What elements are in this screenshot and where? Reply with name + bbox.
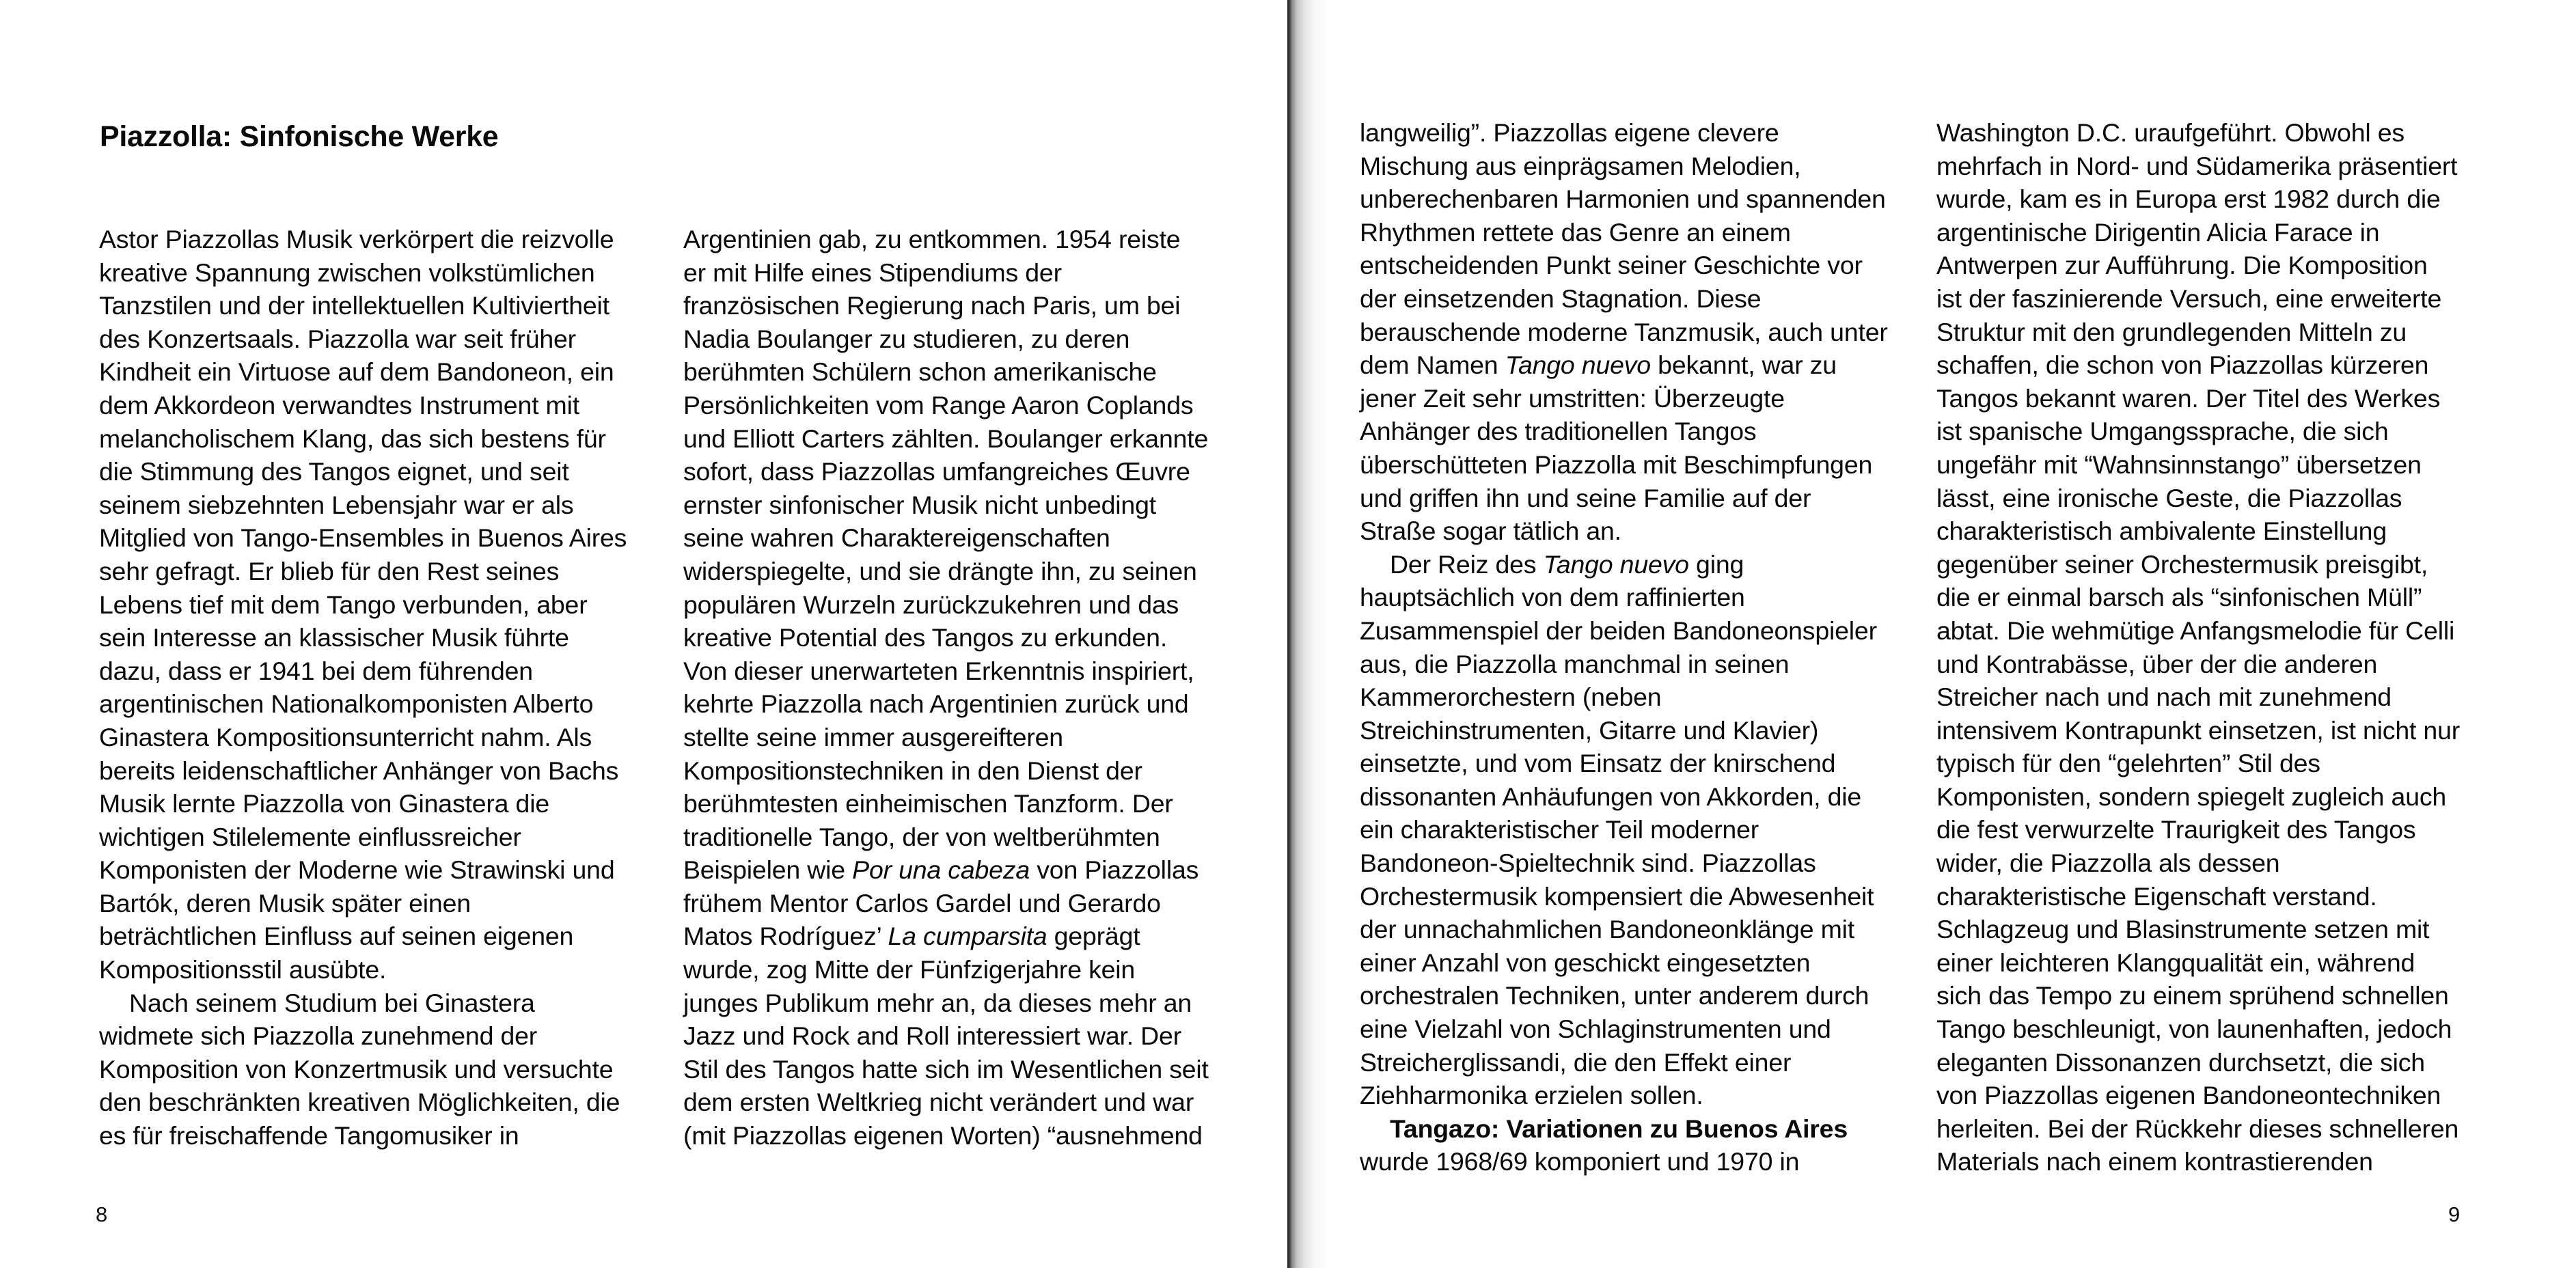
text-line bbox=[1360, 648, 1900, 681]
text-line bbox=[1360, 1012, 1900, 1046]
text-segment: unberechenbaren Harmonien und spannenden bbox=[1360, 184, 1886, 214]
text-line bbox=[683, 1119, 1244, 1153]
text-segment: dazu, dass er 1941 bei dem führenden bbox=[99, 656, 533, 685]
text-line bbox=[1360, 614, 1900, 648]
text-segment: aus, die Piazzolla manchmal in seinen bbox=[1360, 649, 1790, 678]
text-segment: Straße sogar tätlich an. bbox=[1360, 516, 1621, 546]
text-line bbox=[1936, 382, 2483, 415]
text-segment: wurde, zog Mitte der Fünfzigerjahre kein bbox=[683, 955, 1136, 984]
text-segment: berauschende moderne Tanzmusik, auch unter bbox=[1360, 317, 1888, 346]
text-segment: intensivem Kontrapunkt einsetzen, ist nicht nur bbox=[1936, 715, 2461, 745]
text-line bbox=[99, 555, 646, 588]
text-line bbox=[1360, 680, 1900, 714]
text-line bbox=[1936, 747, 2483, 780]
text-segment: einsetzte, und vom Einsatz der knirschend bbox=[1360, 749, 1836, 778]
text-line bbox=[99, 1053, 646, 1086]
text-line bbox=[1936, 182, 2483, 216]
text-segment: der unnachahmlichen Bandoneonklänge mit bbox=[1360, 915, 1854, 944]
text-segment: Der Reiz des bbox=[1390, 549, 1544, 579]
text-segment: Jazz und Rock and Roll interessiert war. Der bbox=[683, 1021, 1182, 1051]
italic-title-text: Tango nuevo bbox=[1543, 549, 1689, 579]
text-line bbox=[683, 853, 1244, 887]
text-line bbox=[1360, 946, 1900, 980]
text-line bbox=[99, 687, 646, 721]
text-line bbox=[1936, 216, 2483, 249]
text-segment: herleiten. Bei der Rückkehr dieses schnelleren bbox=[1936, 1114, 2459, 1143]
text-segment: Streicher nach und nach mit zunehmend bbox=[1936, 683, 2392, 712]
text-segment: geprägt bbox=[1047, 922, 1140, 951]
text-line bbox=[99, 721, 646, 754]
text-segment: Komponisten der Moderne wie Strawinski und bbox=[99, 855, 615, 885]
page-number-left: 8 bbox=[96, 1202, 108, 1226]
text-segment: traditionelle Tango, der von weltberühmten bbox=[683, 822, 1160, 851]
text-segment: argentinischen Nationalkomponisten Alberto bbox=[99, 689, 594, 719]
text-segment: Struktur mit den grundlegenden Mitteln zu bbox=[1936, 317, 2407, 346]
text-segment: Tangos bekannt waren. Der Titel des Werkes bbox=[1936, 383, 2441, 413]
text-line bbox=[99, 953, 646, 987]
text-line bbox=[1936, 979, 2483, 1012]
text-line bbox=[99, 920, 646, 953]
text-line bbox=[1936, 913, 2483, 946]
section-heading-text: Tangazo: Variationen zu Buenos Aires bbox=[1390, 1114, 1848, 1143]
text-segment: Beispielen wie bbox=[683, 855, 853, 885]
text-segment: jener Zeit sehr umstritten: Überzeugte bbox=[1360, 383, 1785, 413]
text-line bbox=[99, 455, 646, 488]
text-segment: wichtigen Stilelemente einflussreicher bbox=[99, 822, 521, 851]
text-segment: Schlagzeug und Blasinstrumente setzen mit bbox=[1936, 915, 2430, 944]
text-segment: widmete sich Piazzolla zunehmend der bbox=[99, 1021, 538, 1051]
text-line bbox=[1360, 382, 1900, 415]
italic-title-text: Tango nuevo bbox=[1505, 350, 1651, 380]
right-page-column-2 bbox=[1936, 116, 2483, 1179]
text-segment: stellte seine immer ausgereifteren bbox=[683, 722, 1063, 752]
text-segment: Nach seinem Studium bei Ginastera bbox=[129, 988, 535, 1017]
text-line bbox=[1936, 614, 2483, 648]
text-line bbox=[99, 621, 646, 654]
right-page bbox=[1290, 0, 2576, 1268]
text-line bbox=[1936, 415, 2483, 448]
text-segment: bekannt, war zu bbox=[1650, 350, 1837, 380]
text-segment: Materials nach einem kontrastierenden bbox=[1936, 1147, 2373, 1176]
text-line bbox=[683, 787, 1244, 821]
text-segment: Ginastera Kompositionsunterricht nahm. Als bbox=[99, 722, 592, 752]
text-segment: Kompositionsstil ausübte. bbox=[99, 955, 387, 984]
text-line bbox=[683, 887, 1244, 920]
text-segment: und Elliott Carters zählten. Boulanger erkannte bbox=[683, 424, 1209, 453]
text-line bbox=[683, 289, 1244, 322]
text-line bbox=[1936, 316, 2483, 349]
text-line bbox=[1936, 482, 2483, 515]
text-line bbox=[99, 289, 646, 322]
text-line bbox=[1360, 216, 1900, 249]
text-segment: ist der faszinierende Versuch, eine erweiterte bbox=[1936, 284, 2442, 313]
text-line bbox=[683, 256, 1244, 290]
text-line bbox=[1936, 946, 2483, 980]
text-segment: von Piazzollas bbox=[1030, 855, 1199, 885]
text-line bbox=[99, 355, 646, 389]
text-segment: junges Publikum mehr an, da dieses mehr an bbox=[683, 988, 1192, 1017]
text-segment: von Piazzollas eigenen Bandoneontechniken bbox=[1936, 1081, 2441, 1110]
text-line bbox=[1936, 548, 2483, 581]
text-segment: Bandoneon-Spieltechnik sind. Piazzollas bbox=[1360, 849, 1816, 878]
text-segment: charakteristische Eigenschaft verstand. bbox=[1936, 881, 2377, 911]
text-segment: französischen Regierung nach Paris, um bei bbox=[683, 291, 1181, 320]
text-segment: dem Namen bbox=[1360, 350, 1505, 380]
text-segment: Von dieser unerwarteten Erkenntnis inspiriert, bbox=[683, 656, 1194, 685]
text-segment: berühmten Schülern schon amerikanische bbox=[683, 357, 1157, 387]
text-segment: den beschränkten kreativen Möglichkeiten, die bbox=[99, 1088, 620, 1117]
text-segment: (mit Piazzollas eigenen Worten) “ausnehmend bbox=[683, 1121, 1203, 1150]
text-segment: seine wahren Charaktereigenschaften bbox=[683, 523, 1110, 553]
text-line bbox=[1360, 714, 1900, 747]
text-segment: sehr gefragt. Er blieb für den Rest seines bbox=[99, 556, 560, 585]
text-line bbox=[683, 223, 1244, 256]
page-title: Piazzolla: Sinfonische Werke bbox=[100, 120, 499, 153]
text-segment: berühmtesten einheimischen Tanzform. Der bbox=[683, 789, 1173, 818]
text-segment: Tanzstilen und der intellektuellen Kultiviertheit bbox=[99, 291, 609, 320]
text-segment: Tango beschleunigt, von launenhaften, jedoch bbox=[1936, 1015, 2452, 1044]
text-segment: ein charakteristischer Teil moderner bbox=[1360, 815, 1759, 844]
text-line bbox=[99, 654, 646, 688]
text-segment: dem ersten Weltkrieg nicht verändert und war bbox=[683, 1088, 1194, 1117]
text-segment: schaffen, die schon von Piazzollas kürzeren bbox=[1936, 350, 2429, 380]
text-segment: Nadia Boulanger zu studieren, zu deren bbox=[683, 324, 1130, 353]
text-line bbox=[1360, 846, 1900, 880]
text-segment: Kompositionstechniken in den Dienst der bbox=[683, 756, 1142, 785]
text-segment: gegenüber seiner Orchestermusik preisgibt, bbox=[1936, 549, 2428, 579]
text-line bbox=[99, 853, 646, 887]
text-segment: typisch für den “gelehrten” Stil des bbox=[1936, 749, 2320, 778]
text-line bbox=[683, 821, 1244, 854]
text-line bbox=[1936, 1012, 2483, 1046]
text-line bbox=[99, 1086, 646, 1119]
text-line bbox=[99, 223, 646, 256]
text-line bbox=[683, 1053, 1244, 1086]
text-segment: Mischung aus einprägsamen Melodien, bbox=[1360, 151, 1801, 180]
page-number-right: 9 bbox=[2448, 1202, 2461, 1226]
text-segment: die er einmal barsch als “sinfonischen Müll” bbox=[1936, 583, 2422, 612]
text-line bbox=[99, 787, 646, 821]
text-line bbox=[683, 422, 1244, 456]
text-segment: Lebens tief mit dem Tango verbunden, aber bbox=[99, 590, 588, 619]
text-segment: seinem siebzehnten Lebensjahr war er als bbox=[99, 490, 574, 519]
text-line bbox=[1360, 813, 1900, 846]
text-segment: bereits leidenschaftlicher Anhänger von Bachs bbox=[99, 756, 619, 785]
text-segment: lässt, eine ironische Geste, die Piazzollas bbox=[1936, 483, 2402, 512]
text-line bbox=[1936, 116, 2483, 150]
text-line bbox=[1936, 514, 2483, 548]
text-line bbox=[1936, 1046, 2483, 1079]
text-segment: Antwerpen zur Aufführung. Die Komposition bbox=[1936, 251, 2428, 280]
text-segment: wurde, kam es in Europa erst 1982 durch die bbox=[1936, 184, 2441, 214]
text-segment: melancholischem Klang, das sich bestens für bbox=[99, 424, 606, 453]
text-segment: eleganten Dissonanzen durchsetzt, die sich bbox=[1936, 1047, 2425, 1077]
text-line bbox=[1360, 1112, 1900, 1146]
text-segment: sofort, dass Piazzollas umfangreiches Œuvre bbox=[683, 457, 1190, 486]
right-page-column-1 bbox=[1360, 116, 1900, 1179]
text-line bbox=[1936, 1079, 2483, 1112]
text-segment: mehrfach in Nord- und Südamerika präsentiert bbox=[1936, 151, 2458, 180]
text-line bbox=[99, 887, 646, 920]
text-segment: Matos Rodríguez’ bbox=[683, 922, 888, 951]
text-segment: Rhythmen rettete das Genre an einem bbox=[1360, 217, 1791, 247]
text-segment: ging bbox=[1688, 549, 1744, 579]
text-segment: argentinische Dirigentin Alicia Farace in bbox=[1936, 217, 2380, 247]
text-line bbox=[683, 1086, 1244, 1119]
text-segment: dissonanten Anhäufungen von Akkorden, die bbox=[1360, 782, 1862, 811]
text-line bbox=[1360, 913, 1900, 946]
text-line bbox=[683, 754, 1244, 788]
text-line bbox=[1360, 1145, 1900, 1179]
text-line bbox=[683, 621, 1244, 654]
text-segment: Persönlichkeiten vom Range Aaron Coplands bbox=[683, 390, 1194, 419]
text-line bbox=[1936, 150, 2483, 183]
text-line bbox=[1936, 282, 2483, 316]
text-segment: Musik lernte Piazzolla von Ginastera die bbox=[99, 789, 549, 818]
text-segment: Mitglied von Tango-Ensembles in Buenos Aires bbox=[99, 523, 627, 553]
text-line bbox=[683, 355, 1244, 389]
text-line bbox=[1360, 448, 1900, 482]
text-line bbox=[1936, 1145, 2483, 1179]
text-segment: Kindheit ein Virtuose auf dem Bandoneon, ein bbox=[99, 357, 614, 387]
text-line bbox=[1360, 150, 1900, 183]
text-line bbox=[99, 488, 646, 522]
text-segment: sein Interesse an klassischer Musik führte bbox=[99, 623, 569, 652]
text-segment: kreative Potential des Tangos zu erkunden. bbox=[683, 623, 1168, 652]
text-segment: langweilig”. Piazzollas eigene clevere bbox=[1360, 118, 1779, 147]
text-segment: widerspiegelte, und sie drängte ihn, zu seinen bbox=[683, 556, 1197, 585]
text-line bbox=[1360, 780, 1900, 814]
text-line bbox=[1360, 979, 1900, 1012]
text-segment: beträchtlichen Einfluss auf seinen eigenen bbox=[99, 922, 574, 951]
text-line bbox=[99, 322, 646, 356]
text-segment: ernster sinfonischer Musik nicht unbedingt bbox=[683, 490, 1156, 519]
text-line bbox=[1360, 1079, 1900, 1112]
text-line bbox=[683, 588, 1244, 622]
text-line bbox=[1360, 415, 1900, 448]
text-line bbox=[683, 721, 1244, 754]
text-line bbox=[683, 920, 1244, 953]
text-line bbox=[1936, 813, 2483, 846]
text-line bbox=[1936, 249, 2483, 282]
text-segment: populären Wurzeln zurückzukehren und das bbox=[683, 590, 1179, 619]
text-segment: sich das Tempo zu einem sprühend schnellen bbox=[1936, 981, 2449, 1010]
text-segment: Washington D.C. uraufgeführt. Obwohl es bbox=[1936, 118, 2404, 147]
text-line bbox=[683, 322, 1244, 356]
text-segment: der einsetzenden Stagnation. Diese bbox=[1360, 284, 1762, 313]
text-line bbox=[99, 1019, 646, 1053]
text-segment: Zusammenspiel der beiden Bandoneonspieler bbox=[1360, 616, 1877, 645]
text-segment: kreative Spannung zwischen volkstümlichen bbox=[99, 258, 595, 287]
text-line bbox=[1936, 448, 2483, 482]
text-segment: Komposition von Konzertmusik und versuchte bbox=[99, 1054, 614, 1084]
text-line bbox=[99, 1119, 646, 1153]
text-segment: einer Anzahl von geschickt eingesetzten bbox=[1360, 948, 1811, 977]
text-segment: Ziehharmonika erzielen sollen. bbox=[1360, 1081, 1703, 1110]
text-line bbox=[1360, 880, 1900, 913]
text-segment: Streicherglissandi, die den Effekt einer bbox=[1360, 1047, 1792, 1077]
book-spine-fold bbox=[1287, 0, 1328, 1268]
text-line bbox=[1360, 1046, 1900, 1079]
text-segment: orchestralen Techniken, unter anderem durch bbox=[1360, 981, 1869, 1010]
text-line bbox=[1936, 780, 2483, 814]
text-line bbox=[683, 687, 1244, 721]
text-line bbox=[1936, 648, 2483, 681]
text-line bbox=[683, 987, 1244, 1020]
text-segment: Kammerorchestern (neben bbox=[1360, 683, 1662, 712]
italic-title-text: La cumparsita bbox=[888, 922, 1047, 951]
text-line bbox=[1936, 714, 2483, 747]
text-segment: charakteristisch ambivalente Einstellung bbox=[1936, 516, 2387, 546]
text-line bbox=[99, 987, 646, 1020]
text-line bbox=[1936, 581, 2483, 614]
text-line bbox=[99, 389, 646, 422]
text-segment: ist spanische Umgangssprache, die sich bbox=[1936, 417, 2389, 446]
text-segment: frühem Mentor Carlos Gardel und Gerardo bbox=[683, 888, 1161, 918]
text-segment: eine Vielzahl von Schlaginstrumenten und bbox=[1360, 1015, 1831, 1044]
text-line bbox=[683, 1019, 1244, 1053]
italic-title-text: Por una cabeza bbox=[852, 855, 1030, 885]
text-segment: Orchestermusik kompensiert die Abwesenheit bbox=[1360, 881, 1874, 911]
text-segment: es für freischaffende Tangomusiker in bbox=[99, 1121, 519, 1150]
text-line bbox=[1936, 680, 2483, 714]
text-line bbox=[683, 555, 1244, 588]
text-segment: Stil des Tangos hatte sich im Wesentlichen seit bbox=[683, 1054, 1209, 1084]
text-segment: und griffen ihn und seine Familie auf der bbox=[1360, 483, 1811, 512]
text-segment: abtat. Die wehmütige Anfangsmelodie für Celli bbox=[1936, 616, 2455, 645]
text-line bbox=[99, 256, 646, 290]
text-segment: Bartók, deren Musik später einen bbox=[99, 888, 471, 918]
text-segment: und Kontrabässe, über der die anderen bbox=[1936, 649, 2378, 678]
text-line bbox=[1360, 747, 1900, 780]
text-segment: Anhänger des traditionellen Tangos bbox=[1360, 417, 1757, 446]
text-line bbox=[1360, 548, 1900, 581]
text-segment: einer leichteren Klangqualität ein, während bbox=[1936, 948, 2415, 977]
text-line bbox=[1936, 1112, 2483, 1146]
text-line bbox=[99, 821, 646, 854]
text-line bbox=[1936, 348, 2483, 382]
text-segment: Komponisten, sondern spiegelt zugleich auch bbox=[1936, 782, 2447, 811]
text-segment: überschütteten Piazzolla mit Beschimpfungen bbox=[1360, 450, 1873, 479]
text-line bbox=[99, 754, 646, 788]
text-segment: wider, die Piazzolla als dessen bbox=[1936, 849, 2280, 878]
left-page-column-1 bbox=[99, 223, 646, 1153]
text-line bbox=[1360, 316, 1900, 349]
text-segment: hauptsächlich von dem raffinierten bbox=[1360, 583, 1745, 612]
left-page-column-2 bbox=[683, 223, 1244, 1153]
text-line bbox=[683, 521, 1244, 555]
text-line bbox=[1360, 182, 1900, 216]
text-segment: die Stimmung des Tangos eignet, und seit bbox=[99, 457, 569, 486]
text-line bbox=[683, 488, 1244, 522]
text-line bbox=[1360, 282, 1900, 316]
text-segment: Streichinstrumenten, Gitarre und Klavier) bbox=[1360, 715, 1819, 745]
text-segment: des Konzertsaals. Piazzolla war seit früher bbox=[99, 324, 576, 353]
text-line bbox=[683, 455, 1244, 488]
text-line bbox=[683, 389, 1244, 422]
text-segment: entscheidenden Punkt seiner Geschichte vor bbox=[1360, 251, 1863, 280]
text-segment: er mit Hilfe eines Stipendiums der bbox=[683, 258, 1062, 287]
text-segment: wurde 1968/69 komponiert und 1970 in bbox=[1360, 1147, 1800, 1176]
text-line bbox=[1360, 581, 1900, 614]
text-segment: kehrte Piazzolla nach Argentinien zurück und bbox=[683, 689, 1189, 719]
text-segment: ungefähr mit “Wahnsinnstango” übersetzen bbox=[1936, 450, 2422, 479]
text-line bbox=[99, 521, 646, 555]
text-line bbox=[683, 953, 1244, 987]
text-line bbox=[1360, 514, 1900, 548]
text-line bbox=[1936, 846, 2483, 880]
text-line bbox=[1360, 116, 1900, 150]
text-line bbox=[99, 588, 646, 622]
text-segment: Astor Piazzollas Musik verkörpert die reizvolle bbox=[99, 225, 614, 253]
text-line bbox=[1360, 482, 1900, 515]
text-line bbox=[683, 654, 1244, 688]
text-segment: Argentinien gab, zu entkommen. 1954 reiste bbox=[683, 225, 1181, 253]
text-segment: die fest verwurzelte Traurigkeit des Tangos bbox=[1936, 815, 2416, 844]
text-line bbox=[1360, 249, 1900, 282]
text-segment: dem Akkordeon verwandtes Instrument mit bbox=[99, 390, 579, 419]
text-line bbox=[99, 422, 646, 456]
text-line bbox=[1936, 880, 2483, 913]
text-line bbox=[1360, 348, 1900, 382]
